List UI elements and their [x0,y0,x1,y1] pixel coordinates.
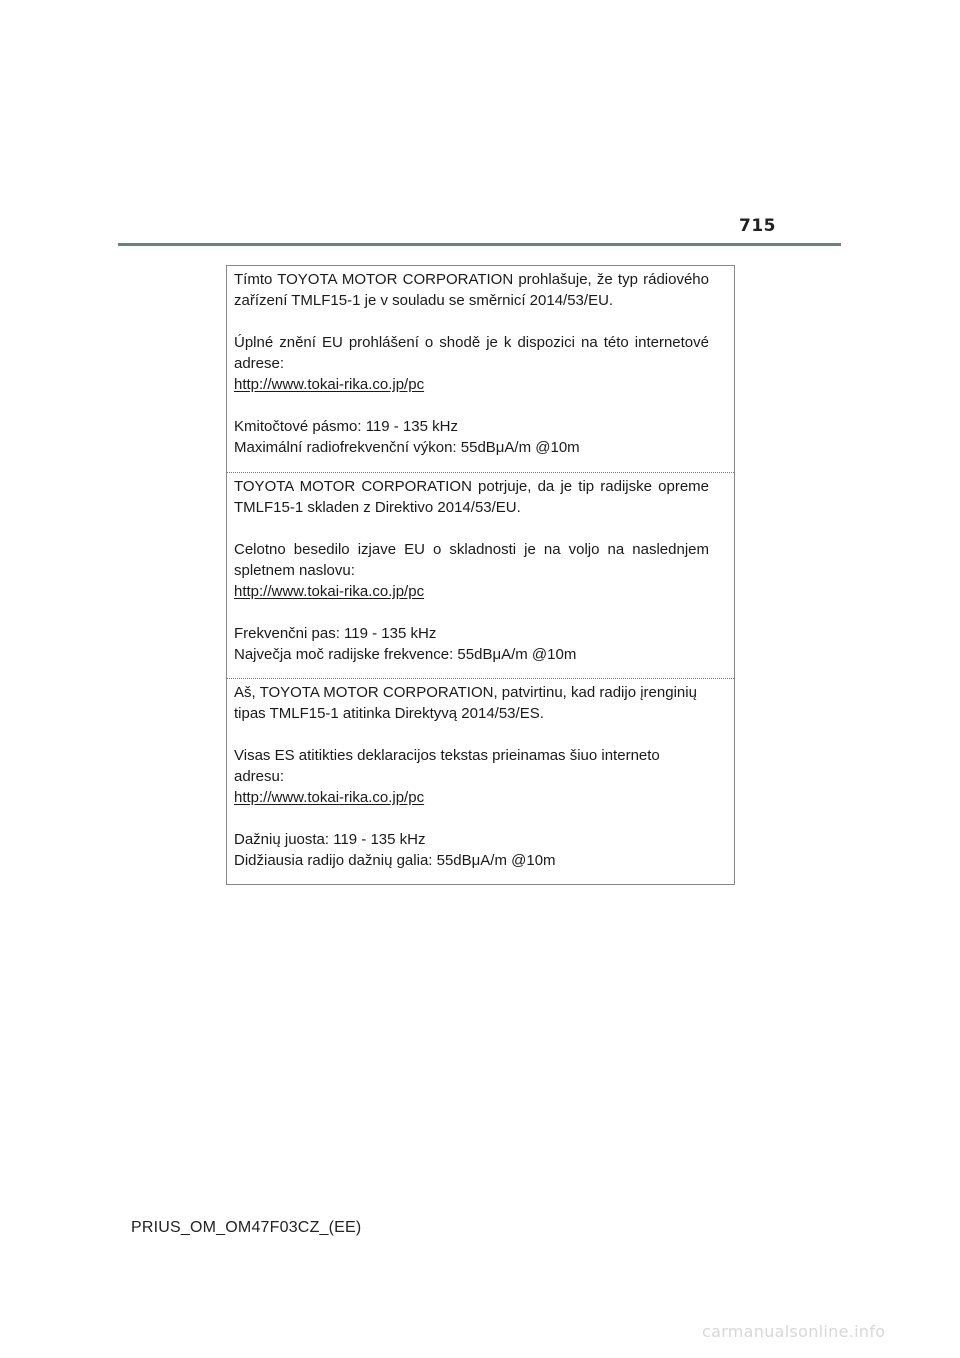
declaration-link[interactable]: http://www.tokai-rika.co.jp/pc [234,376,425,393]
declaration-statement: TOYOTA MOTOR CORPORATION potrjuje, da je tip radijske opreme TMLF15-1 skladen z Direktivo 2014/53/EU. [234,478,709,516]
manual-code: PRIUS_OM_OM47F03CZ_(EE) [131,1219,362,1236]
max-power: Didžiausia radijo dažnių galia: 55dBμA/m @10m [234,852,556,869]
declaration-availability: Úplné znění EU prohlášení o shodě je k dispozici na této internetové adrese: [234,334,709,372]
header-rule [118,243,841,246]
declaration-link[interactable]: http://www.tokai-rika.co.jp/pc [234,583,425,600]
declaration-slovenian [227,472,734,678]
frequency-band: Dažnių juosta: 119 - 135 kHz [234,831,426,848]
frequency-band: Frekvenčni pas: 119 - 135 kHz [234,625,437,642]
declaration-availability: Visas ES atitikties deklaracijos tekstas prieinamas šiuo interneto adresu: [234,747,660,785]
declaration-box [226,265,735,885]
declaration-link[interactable]: http://www.tokai-rika.co.jp/pc [234,789,425,806]
frequency-band: Kmitočtové pásmo: 119 - 135 kHz [234,418,458,435]
declaration-statement: Aš, TOYOTA MOTOR CORPORATION, patvirtinu, kad radijo įrenginių tipas TMLF15-1 atitinka Direktyvą 2014/53/ES. [234,684,697,722]
page-number: 715 [739,216,776,236]
declaration-lithuanian [227,678,734,884]
max-power: Maximální radiofrekvenční výkon: 55dBμA/m @10m [234,439,580,456]
max-power: Največja moč radijske frekvence: 55dBμA/m @10m [234,646,577,663]
watermark: carmanualsonline.info [702,1322,886,1341]
declaration-availability: Celotno besedilo izjave EU o skladnosti je na voljo na naslednjem spletnem naslovu: [234,541,709,579]
declaration-czech [227,266,734,472]
declaration-statement: Tímto TOYOTA MOTOR CORPORATION prohlašuje, že typ rádiového zařízení TMLF15-1 je v souladu se směrnicí 2014/53/EU. [234,271,709,309]
